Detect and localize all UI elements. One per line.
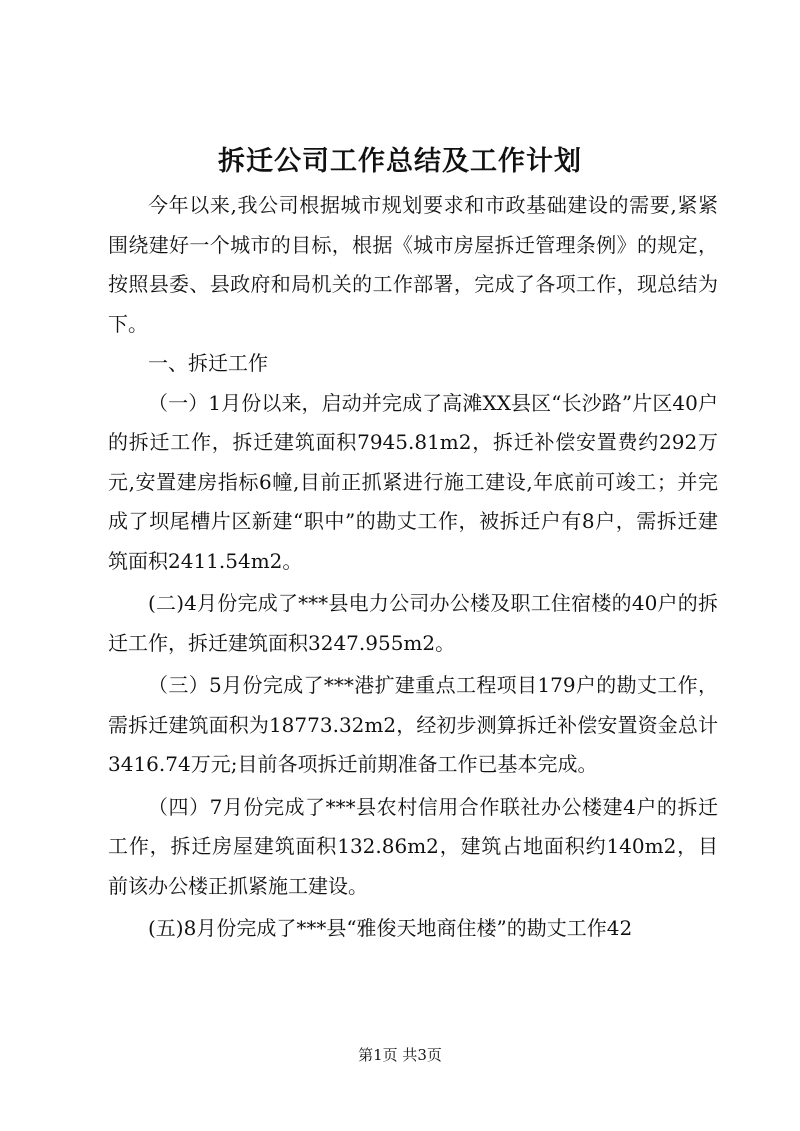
paragraph-item-5: (五)8月份完成了***县“雅俊天地商住楼”的勘丈工作42	[148, 916, 633, 940]
paragraph-item-4: （四）7月份完成了***县农村信用合作联社办公楼建4户的拆迁工作，拆迁房屋建筑面积132.86m2，建筑占地面积约140m2，目前该办公楼正抓紧施工建设。	[108, 794, 718, 898]
paragraph-item-3: （三）5月份完成了***港扩建重点工程项目179户的勘丈工作，需拆迁建筑面积为18773.32m2，经初步测算拆迁补偿安置资金总计3416.74万元;目前各项拆迁前期准备工作已基本完成。	[108, 673, 718, 776]
paragraph-item-1: （一）1月份以来，启动并完成了高滩XX县区“长沙路”片区40户的拆迁工作，拆迁建筑面积7945.81m2，拆迁补偿安置费约292万元,安置建房指标6幢,目前正抓紧进行施工建设,年底前可竣工；并完成了坝尾槽片区新建“职中”的勘丈工作，被拆迁户有8户，需拆迁建筑面积2411.54m2。	[108, 390, 718, 573]
paragraph-intro: 今年以来,我公司根据城市规划要求和市政基础建设的需要,紧紧围绕建好一个城市的目标，根据《城市房屋拆迁管理条例》的规定，按照县委、县政府和局机关的工作部署，完成了各项工作，现总结为下。	[108, 193, 718, 336]
paragraph-item-2: (二)4月份完成了***县电力公司办公楼及职工住宿楼的40户的拆迁工作，拆迁建筑面积3247.955m2。	[108, 591, 718, 655]
document-body	[108, 186, 718, 949]
page-number-footer: 第1页 共3页	[358, 1046, 442, 1064]
document-title: 拆迁公司工作总结及工作计划	[218, 146, 582, 177]
section-heading-demolition: 一、拆迁工作	[148, 351, 268, 375]
